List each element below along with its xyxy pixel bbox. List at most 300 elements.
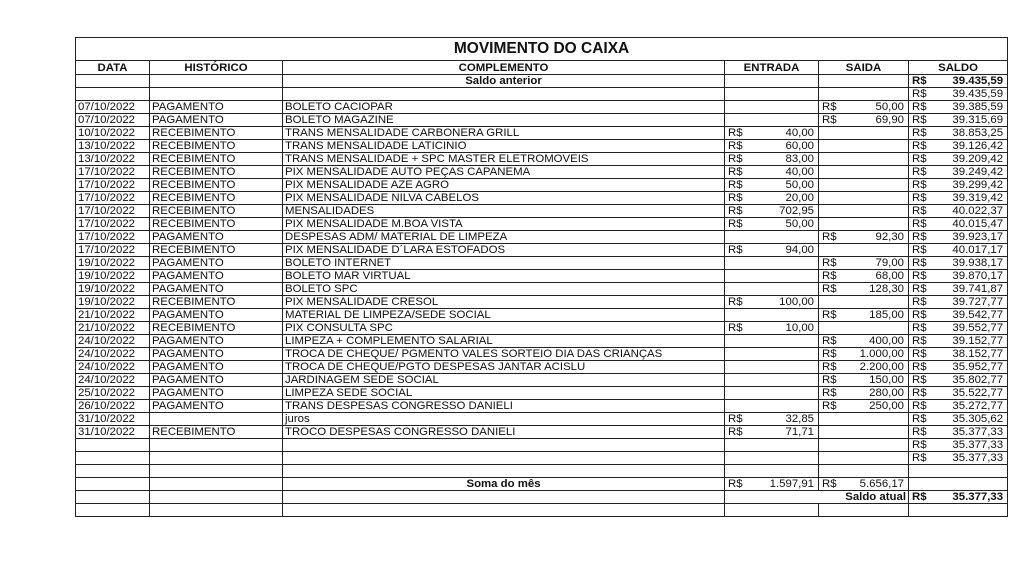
cell-date: 24/10/2022 — [76, 374, 150, 387]
cell-saida-currency — [819, 322, 843, 335]
cell-date: 24/10/2022 — [76, 348, 150, 361]
table-row — [76, 374, 1008, 387]
cell-date: 19/10/2022 — [76, 270, 150, 283]
cell-complemento: PIX MENSALIDADE AUTO PEÇAS CAPANEMA — [283, 166, 725, 179]
cell-saldo: 39.552,77 — [933, 322, 1008, 335]
cell-entrada-currency: R$ — [725, 296, 747, 309]
cell-saida: 280,00 — [843, 387, 909, 400]
cell-historico: RECEBIMENTO — [150, 205, 283, 218]
cell-saida-currency — [819, 140, 843, 153]
cell-entrada-currency — [725, 283, 747, 296]
table-row — [76, 452, 1008, 465]
cell-date: 17/10/2022 — [76, 244, 150, 257]
cell-saida — [843, 179, 909, 192]
cell-complemento: MENSALIDADES — [283, 205, 725, 218]
cell-saldo-currency: R$ — [909, 348, 933, 361]
cell-date: 17/10/2022 — [76, 166, 150, 179]
table-row — [76, 296, 1008, 309]
cell-entrada-currency: R$ — [725, 179, 747, 192]
cell-entrada — [747, 400, 819, 413]
table-row — [76, 361, 1008, 374]
cell-saida-currency: R$ — [819, 101, 843, 114]
table-row — [76, 101, 1008, 114]
cell-complemento: TROCA DE CHEQUE/ PGMENTO VALES SORTEIO DIA DAS CRIANÇAS — [283, 348, 725, 361]
cell-saida-currency: R$ — [819, 309, 843, 322]
cell-entrada: 40,00 — [747, 127, 819, 140]
cell-date — [76, 439, 150, 452]
cell-saldo-currency: R$ — [909, 192, 933, 205]
cell-entrada: 100,00 — [747, 296, 819, 309]
soma-row — [76, 478, 1008, 491]
cell-entrada-currency — [725, 387, 747, 400]
cell-entrada — [747, 283, 819, 296]
cell-entrada — [747, 361, 819, 374]
saldo-atual-row — [76, 491, 1008, 504]
cell-saldo-currency: R$ — [909, 426, 933, 439]
cell-saldo: 35.522,77 — [933, 387, 1008, 400]
cell-saldo-currency: R$ — [909, 179, 933, 192]
cell-saldo: 39.385,59 — [933, 101, 1008, 114]
cell-complemento: DESPESAS ADM/ MATERIAL DE LIMPEZA — [283, 231, 725, 244]
cell-saldo: 35.952,77 — [933, 361, 1008, 374]
cell-saldo: 40.022,37 — [933, 205, 1008, 218]
cell-saida — [843, 218, 909, 231]
cell-complemento: TROCA DE CHEQUE/PGTO DESPESAS JANTAR ACISLU — [283, 361, 725, 374]
cell-saldo-currency: R$ — [909, 270, 933, 283]
cell-saida — [843, 244, 909, 257]
cell-saida-currency: R$ — [819, 387, 843, 400]
cell-saida: 1.000,00 — [843, 348, 909, 361]
cell-historico: RECEBIMENTO — [150, 192, 283, 205]
cell-saldo-currency: R$ — [909, 400, 933, 413]
cell-entrada — [747, 88, 819, 101]
table-row — [76, 348, 1008, 361]
cell-saida: 150,00 — [843, 374, 909, 387]
cell-saldo-currency: R$ — [909, 257, 933, 270]
cell-saida: 79,00 — [843, 257, 909, 270]
table-row — [76, 192, 1008, 205]
cell-entrada: 702,95 — [747, 205, 819, 218]
cell-saldo-currency: R$ — [909, 309, 933, 322]
cell-saldo: 40.015,47 — [933, 218, 1008, 231]
cell-historico: PAGAMENTO — [150, 348, 283, 361]
cell-saldo-currency: R$ — [909, 283, 933, 296]
cell-saldo: 39.319,42 — [933, 192, 1008, 205]
table-row — [76, 387, 1008, 400]
cell-saida-currency — [819, 218, 843, 231]
cell-complemento: PIX MENSALIDADE D´LARA ESTOFADOS — [283, 244, 725, 257]
cell-date: 21/10/2022 — [76, 309, 150, 322]
header-saida: SAIDA — [819, 61, 909, 75]
header-entrada: ENTRADA — [725, 61, 819, 75]
cell-saldo: 39.741,87 — [933, 283, 1008, 296]
cell-entrada-currency: R$ — [725, 205, 747, 218]
table-row — [76, 218, 1008, 231]
table-row — [76, 335, 1008, 348]
cell-saldo: 35.377,33 — [933, 426, 1008, 439]
cell-saida — [843, 322, 909, 335]
cell-entrada: 10,00 — [747, 322, 819, 335]
cell-complemento: PIX MENSALIDADE NILVA CABELOS — [283, 192, 725, 205]
cell-historico: PAGAMENTO — [150, 400, 283, 413]
cell-saldo: 35.377,33 — [933, 452, 1008, 465]
cell-entrada: 60,00 — [747, 140, 819, 153]
cell-complemento: PIX MENSALIDADE M.BOA VISTA — [283, 218, 725, 231]
currency-label: R$ — [909, 491, 933, 504]
cell-entrada — [747, 348, 819, 361]
cell-saida — [843, 413, 909, 426]
cell-historico: RECEBIMENTO — [150, 244, 283, 257]
cell-saldo: 39.542,77 — [933, 309, 1008, 322]
cell-entrada — [747, 452, 819, 465]
cell-entrada-currency: R$ — [725, 218, 747, 231]
cell-complemento — [283, 452, 725, 465]
cell-entrada — [747, 439, 819, 452]
cell-entrada-currency: R$ — [725, 192, 747, 205]
cell-historico — [150, 452, 283, 465]
cell-date: 17/10/2022 — [76, 205, 150, 218]
cell-entrada-currency — [725, 361, 747, 374]
cell-complemento: PIX CONSULTA SPC — [283, 322, 725, 335]
cell-date: 31/10/2022 — [76, 413, 150, 426]
table-row — [76, 88, 1008, 101]
cell-complemento: BOLETO MAR VIRTUAL — [283, 270, 725, 283]
cell-saida: 92,30 — [843, 231, 909, 244]
cell-historico: PAGAMENTO — [150, 231, 283, 244]
table-row — [76, 400, 1008, 413]
cell-date: 07/10/2022 — [76, 101, 150, 114]
cell-saldo: 39.126,42 — [933, 140, 1008, 153]
cell-complemento: PIX MENSALIDADE AZE AGRO — [283, 179, 725, 192]
table-row — [76, 309, 1008, 322]
cell-complemento — [283, 439, 725, 452]
cell-historico: PAGAMENTO — [150, 387, 283, 400]
cell-historico: RECEBIMENTO — [150, 296, 283, 309]
cell-saldo: 35.305,62 — [933, 413, 1008, 426]
cell-entrada — [747, 270, 819, 283]
soma-saida: 5.656,17 — [843, 478, 909, 491]
header-data: DATA — [76, 61, 150, 75]
cell-entrada-currency — [725, 88, 747, 101]
cell-entrada — [747, 335, 819, 348]
cell-entrada-currency: R$ — [725, 153, 747, 166]
cell-entrada: 83,00 — [747, 153, 819, 166]
cell-saida: 185,00 — [843, 309, 909, 322]
cell-saldo: 39.727,77 — [933, 296, 1008, 309]
cell-historico: RECEBIMENTO — [150, 127, 283, 140]
cell-saida-currency — [819, 244, 843, 257]
cell-historico: RECEBIMENTO — [150, 322, 283, 335]
cell-entrada-currency — [725, 439, 747, 452]
cell-entrada-currency — [725, 452, 747, 465]
cell-saldo-currency: R$ — [909, 127, 933, 140]
table-row — [76, 257, 1008, 270]
cell-entrada — [747, 374, 819, 387]
cell-saida: 400,00 — [843, 335, 909, 348]
cell-saida: 68,00 — [843, 270, 909, 283]
soma-entrada: 1.597,91 — [747, 478, 819, 491]
cell-saida — [843, 153, 909, 166]
cell-complemento: LIMPEZA SEDE SOCIAL — [283, 387, 725, 400]
cell-saldo-currency: R$ — [909, 218, 933, 231]
cell-historico — [150, 88, 283, 101]
cell-complemento: MATERIAL DE LIMPEZA/SEDE SOCIAL — [283, 309, 725, 322]
table-row — [76, 140, 1008, 153]
saldo-anterior-row — [76, 75, 1008, 88]
cell-saldo: 39.209,42 — [933, 153, 1008, 166]
cell-complemento: BOLETO MAGAZINE — [283, 114, 725, 127]
table-row — [76, 114, 1008, 127]
cell-saida-currency: R$ — [819, 114, 843, 127]
header-historico: HISTÓRICO — [150, 61, 283, 75]
cell-entrada-currency — [725, 374, 747, 387]
cell-complemento: BOLETO CACIOPAR — [283, 101, 725, 114]
cell-entrada-currency — [725, 309, 747, 322]
cell-saldo: 39.435,59 — [933, 88, 1008, 101]
cell-saida-currency — [819, 296, 843, 309]
table-row — [76, 283, 1008, 296]
cell-saldo-currency: R$ — [909, 88, 933, 101]
cell-entrada-currency — [725, 231, 747, 244]
table-row — [76, 231, 1008, 244]
cell-date: 19/10/2022 — [76, 296, 150, 309]
cell-date — [76, 452, 150, 465]
cell-entrada: 50,00 — [747, 218, 819, 231]
table-row — [76, 322, 1008, 335]
saldo-atual-value: 35.377,33 — [933, 491, 1008, 504]
table-row — [76, 179, 1008, 192]
cell-historico: PAGAMENTO — [150, 374, 283, 387]
cell-entrada-currency — [725, 335, 747, 348]
cell-entrada-currency: R$ — [725, 413, 747, 426]
cell-entrada: 20,00 — [747, 192, 819, 205]
cell-saida: 50,00 — [843, 101, 909, 114]
cell-saida-currency: R$ — [819, 283, 843, 296]
cell-saida — [843, 452, 909, 465]
cell-complemento: LIMPEZA + COMPLEMENTO SALARIAL — [283, 335, 725, 348]
cell-saldo: 39.315,69 — [933, 114, 1008, 127]
cell-saldo-currency: R$ — [909, 374, 933, 387]
cell-historico: PAGAMENTO — [150, 114, 283, 127]
page-title: MOVIMENTO DO CAIXA — [76, 38, 1008, 61]
cell-saida — [843, 166, 909, 179]
cell-saldo-currency: R$ — [909, 205, 933, 218]
cell-complemento: TRANS DESPESAS CONGRESSO DANIELI — [283, 400, 725, 413]
cell-saldo: 39.938,17 — [933, 257, 1008, 270]
table-row — [76, 166, 1008, 179]
table-row — [76, 439, 1008, 452]
currency-label: R$ — [819, 478, 843, 491]
cell-entrada: 40,00 — [747, 166, 819, 179]
cell-saldo-currency: R$ — [909, 153, 933, 166]
cell-date: 24/10/2022 — [76, 361, 150, 374]
blank-row — [76, 504, 1008, 517]
cell-complemento: BOLETO INTERNET — [283, 257, 725, 270]
cell-saida-currency — [819, 127, 843, 140]
table-row — [76, 205, 1008, 218]
cell-saida-currency — [819, 88, 843, 101]
cell-saida — [843, 88, 909, 101]
table-row — [76, 413, 1008, 426]
saldo-anterior-value: 39.435,59 — [933, 75, 1008, 88]
cell-saldo: 38.853,25 — [933, 127, 1008, 140]
cell-complemento — [283, 88, 725, 101]
cell-saida — [843, 205, 909, 218]
cell-entrada-currency — [725, 270, 747, 283]
cell-entrada-currency: R$ — [725, 127, 747, 140]
saldo-atual-label: Saldo atual — [725, 491, 909, 504]
cell-saida: 2.200,00 — [843, 361, 909, 374]
cell-saida-currency — [819, 413, 843, 426]
cell-saldo: 40.017,17 — [933, 244, 1008, 257]
cell-saldo: 39.299,42 — [933, 179, 1008, 192]
cell-saida-currency: R$ — [819, 270, 843, 283]
cell-complemento: TROCO DESPESAS CONGRESSO DANIELI — [283, 426, 725, 439]
cell-historico — [150, 439, 283, 452]
cell-saldo-currency: R$ — [909, 322, 933, 335]
cell-historico: PAGAMENTO — [150, 309, 283, 322]
table-row — [76, 270, 1008, 283]
cell-saldo-currency: R$ — [909, 101, 933, 114]
cell-entrada-currency: R$ — [725, 322, 747, 335]
cell-entrada: 32,85 — [747, 413, 819, 426]
cell-date: 13/10/2022 — [76, 153, 150, 166]
cell-date: 13/10/2022 — [76, 140, 150, 153]
cell-historico: PAGAMENTO — [150, 270, 283, 283]
cell-historico: RECEBIMENTO — [150, 218, 283, 231]
cell-date: 17/10/2022 — [76, 231, 150, 244]
cell-entrada — [747, 309, 819, 322]
cell-saldo-currency: R$ — [909, 114, 933, 127]
cell-historico: PAGAMENTO — [150, 283, 283, 296]
blank-row — [76, 465, 1008, 478]
cell-saida: 250,00 — [843, 400, 909, 413]
cell-saldo-currency: R$ — [909, 140, 933, 153]
cell-saida-currency — [819, 205, 843, 218]
cell-saldo: 35.377,33 — [933, 439, 1008, 452]
cell-saida-currency: R$ — [819, 348, 843, 361]
cell-date: 25/10/2022 — [76, 387, 150, 400]
cell-complemento: PIX MENSALIDADE CRESOL — [283, 296, 725, 309]
cell-saida-currency — [819, 426, 843, 439]
cell-historico: PAGAMENTO — [150, 335, 283, 348]
cell-saldo-currency: R$ — [909, 166, 933, 179]
cell-saldo-currency: R$ — [909, 361, 933, 374]
cell-historico: RECEBIMENTO — [150, 426, 283, 439]
cell-saida-currency: R$ — [819, 361, 843, 374]
cell-historico — [150, 413, 283, 426]
cell-historico: PAGAMENTO — [150, 361, 283, 374]
cell-historico: RECEBIMENTO — [150, 166, 283, 179]
cell-complemento: TRANS MENSALIDADE LATICINIO — [283, 140, 725, 153]
currency-label: R$ — [909, 75, 933, 88]
cell-date: 26/10/2022 — [76, 400, 150, 413]
cell-saida — [843, 426, 909, 439]
cell-entrada: 71,71 — [747, 426, 819, 439]
cell-saida-currency: R$ — [819, 257, 843, 270]
saldo-anterior-label: Saldo anterior — [283, 75, 725, 88]
cell-entrada — [747, 387, 819, 400]
cell-saida-currency — [819, 452, 843, 465]
cell-date: 17/10/2022 — [76, 192, 150, 205]
cell-entrada-currency: R$ — [725, 244, 747, 257]
cell-saldo-currency: R$ — [909, 244, 933, 257]
cell-entrada: 94,00 — [747, 244, 819, 257]
cell-date: 07/10/2022 — [76, 114, 150, 127]
cell-saida — [843, 140, 909, 153]
cell-entrada-currency — [725, 101, 747, 114]
cell-date: 19/10/2022 — [76, 283, 150, 296]
cell-saida-currency: R$ — [819, 231, 843, 244]
cell-entrada — [747, 101, 819, 114]
table-row — [76, 127, 1008, 140]
cell-saida-currency: R$ — [819, 400, 843, 413]
cell-saida: 69,90 — [843, 114, 909, 127]
cell-entrada-currency: R$ — [725, 140, 747, 153]
cell-date: 24/10/2022 — [76, 335, 150, 348]
cell-saldo-currency: R$ — [909, 452, 933, 465]
cell-saldo-currency: R$ — [909, 439, 933, 452]
cell-date: 17/10/2022 — [76, 179, 150, 192]
cell-saida-currency: R$ — [819, 335, 843, 348]
cell-historico: PAGAMENTO — [150, 101, 283, 114]
cell-historico: RECEBIMENTO — [150, 179, 283, 192]
cell-historico: RECEBIMENTO — [150, 140, 283, 153]
cell-saldo-currency: R$ — [909, 296, 933, 309]
cell-saida-currency — [819, 153, 843, 166]
table-row — [76, 244, 1008, 257]
cell-complemento: TRANS MENSALIDADE CARBONERA GRILL — [283, 127, 725, 140]
cell-entrada — [747, 231, 819, 244]
cell-entrada: 50,00 — [747, 179, 819, 192]
cell-saida — [843, 127, 909, 140]
currency-label: R$ — [725, 478, 747, 491]
cell-saida — [843, 192, 909, 205]
cash-movement-table — [75, 37, 1008, 517]
cell-historico: RECEBIMENTO — [150, 153, 283, 166]
cell-date: 17/10/2022 — [76, 218, 150, 231]
table-row — [76, 153, 1008, 166]
soma-label: Soma do mês — [283, 478, 725, 491]
header-saldo: SALDO — [909, 61, 1008, 75]
cell-saldo: 35.272,77 — [933, 400, 1008, 413]
cell-saida — [843, 439, 909, 452]
cell-saldo-currency: R$ — [909, 335, 933, 348]
cell-entrada — [747, 114, 819, 127]
cell-saida: 128,30 — [843, 283, 909, 296]
cell-saldo: 39.870,17 — [933, 270, 1008, 283]
cell-saida-currency — [819, 192, 843, 205]
cell-saldo: 39.249,42 — [933, 166, 1008, 179]
cell-saldo: 35.802,77 — [933, 374, 1008, 387]
table-row — [76, 426, 1008, 439]
cell-saldo: 39.923,17 — [933, 231, 1008, 244]
cell-saldo: 39.152,77 — [933, 335, 1008, 348]
cell-saldo-currency: R$ — [909, 231, 933, 244]
cell-complemento: JARDINAGEM SEDE SOCIAL — [283, 374, 725, 387]
cell-entrada-currency — [725, 114, 747, 127]
cell-historico: PAGAMENTO — [150, 257, 283, 270]
cell-date — [76, 88, 150, 101]
cell-date: 21/10/2022 — [76, 322, 150, 335]
header-complemento: COMPLEMENTO — [283, 61, 725, 75]
cell-saida — [843, 296, 909, 309]
cell-saldo-currency: R$ — [909, 387, 933, 400]
cell-date: 19/10/2022 — [76, 257, 150, 270]
cell-entrada-currency — [725, 400, 747, 413]
cell-entrada-currency: R$ — [725, 426, 747, 439]
cell-saldo-currency: R$ — [909, 413, 933, 426]
